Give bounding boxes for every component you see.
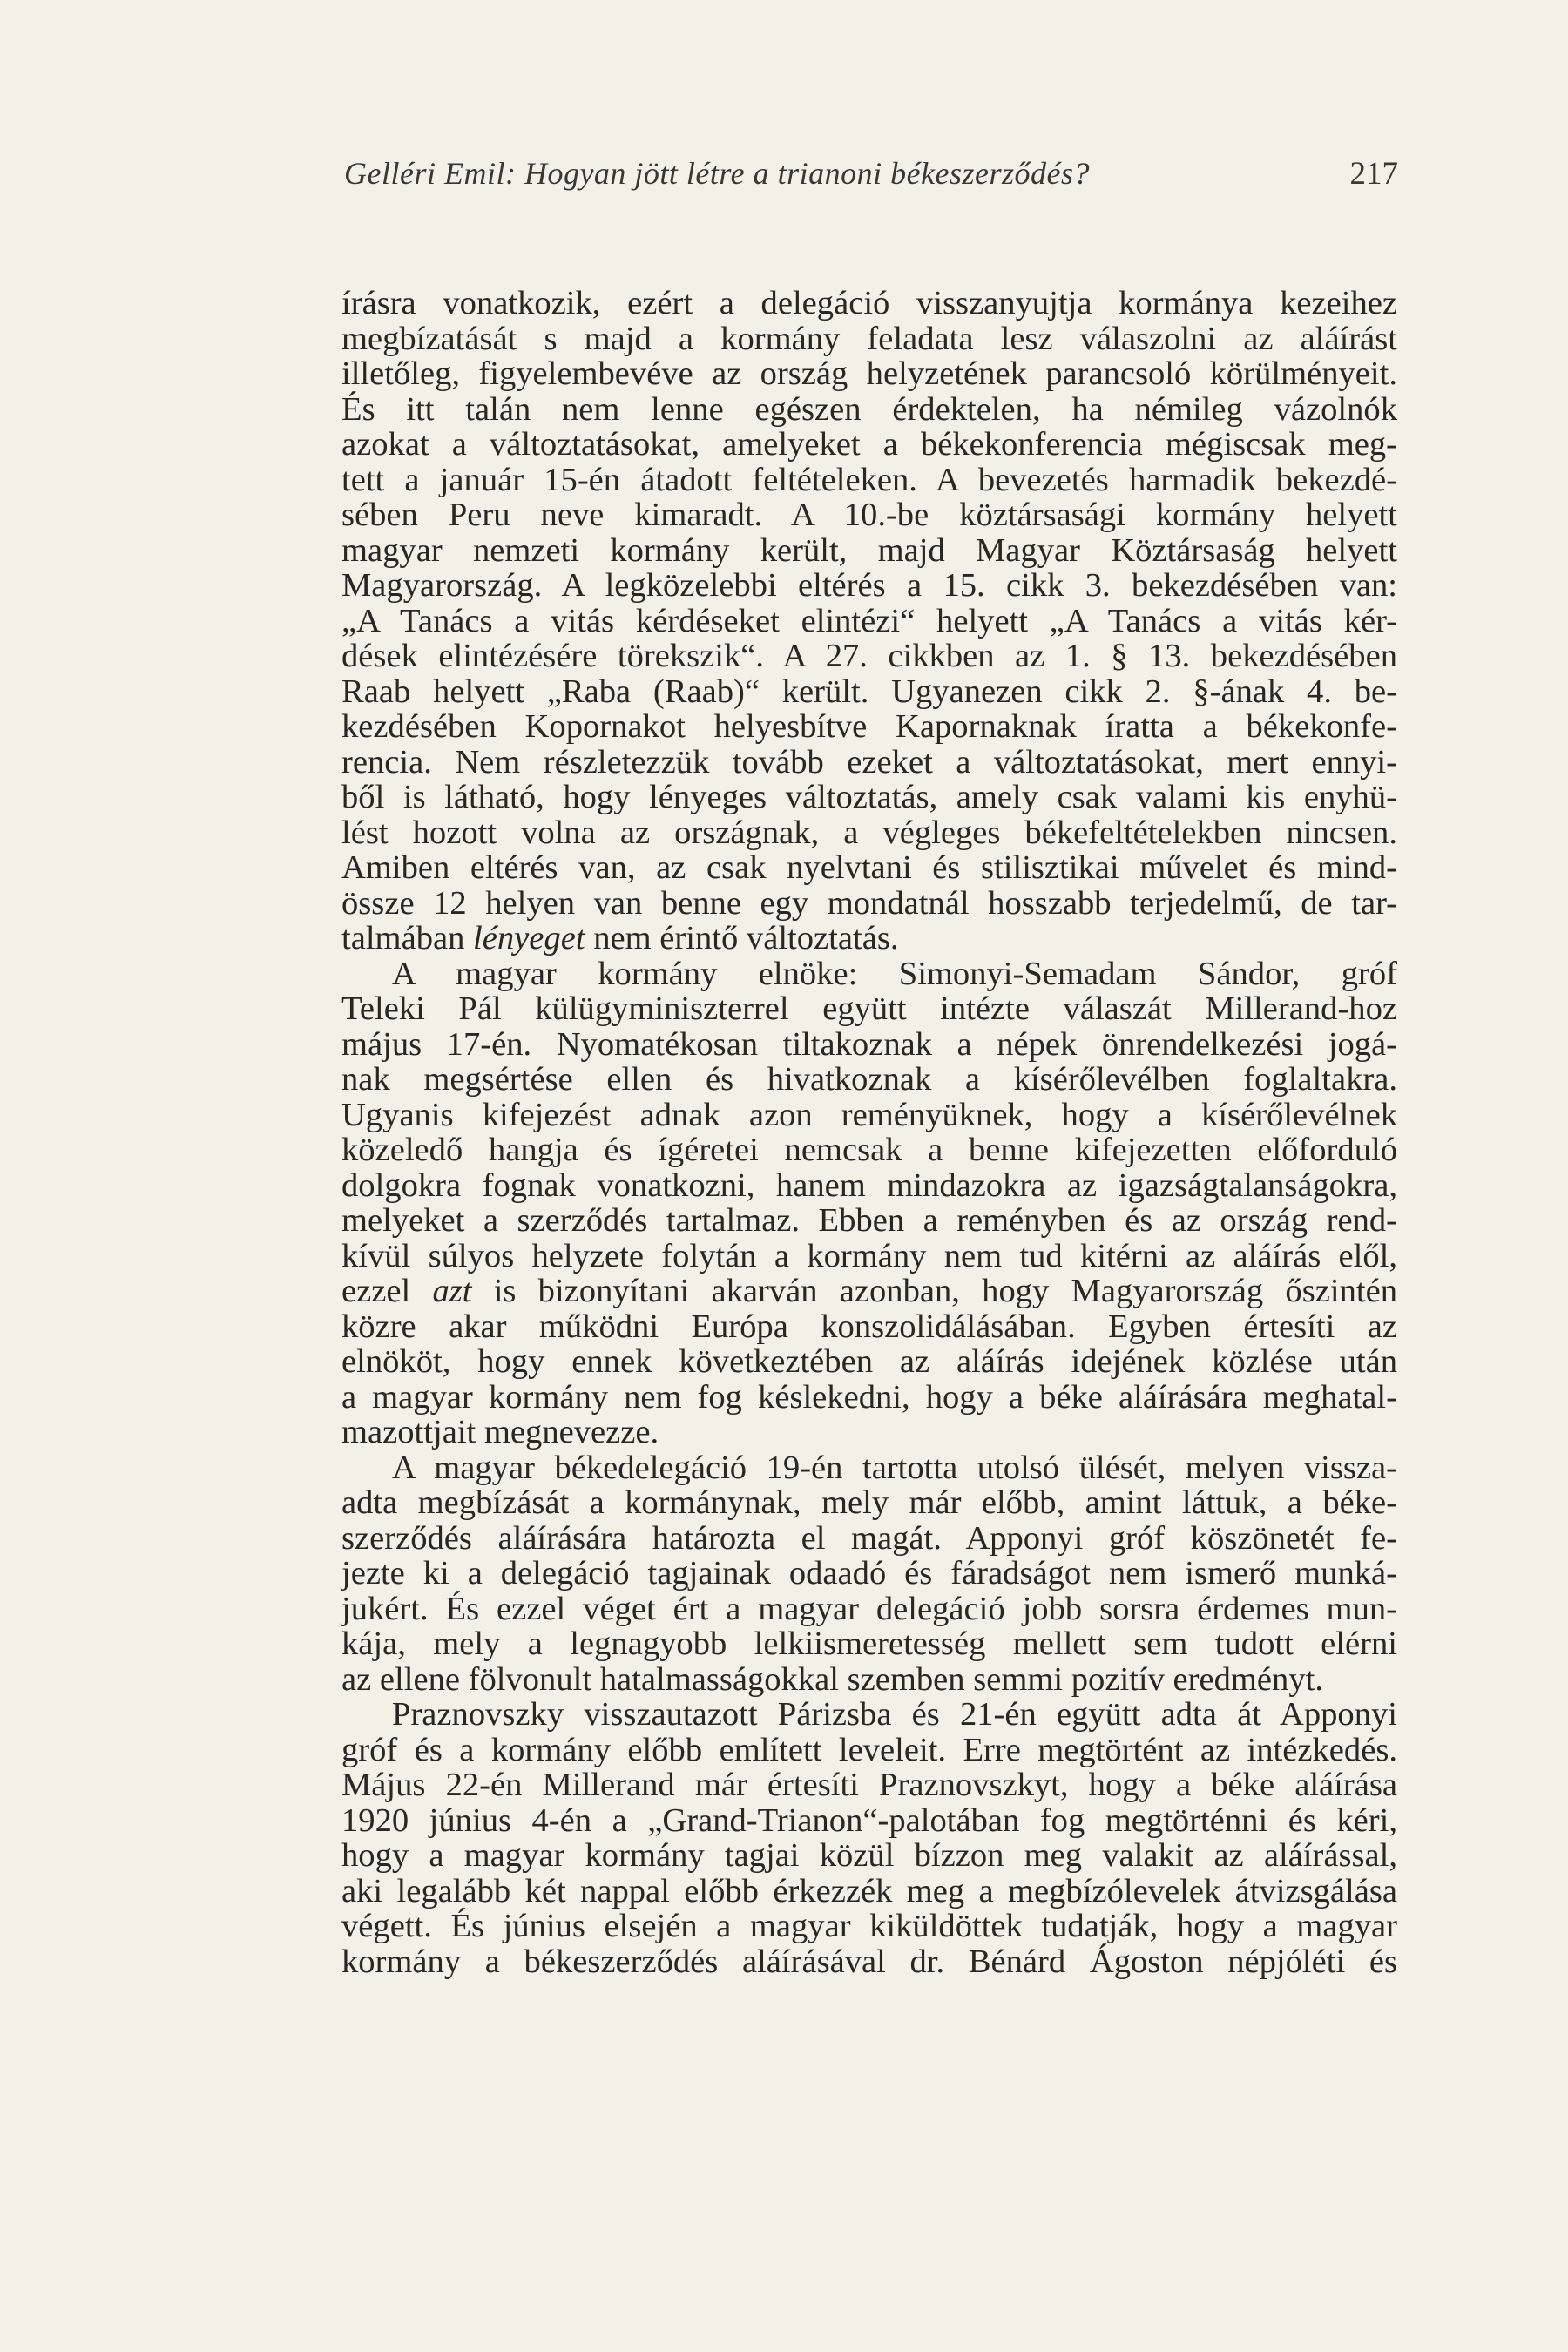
text-line: illetőleg, figyelembevéve az ország helyzetének parancsoló körülményeit.	[341, 355, 1397, 392]
page-number: 217	[1349, 156, 1398, 192]
text-line: dések elintézésére törekszik“. A 27. cikkben az 1. § 13. bekezdésében	[341, 638, 1397, 674]
text-run: nem érintő változtatás.	[593, 920, 899, 956]
text-line: Ugyanis kifejezést adnak azon reményüknek, hogy a kísérőlevélnek	[341, 1096, 1397, 1133]
emphasized-word: azt	[432, 1273, 472, 1309]
running-title: Gelléri Emil: Hogyan jött létre a trianoni békeszerződés?	[344, 156, 1091, 191]
text-run: is bizonyítani akarván azonban, hogy Magyarország őszintén	[493, 1273, 1397, 1309]
text-line: össze 12 helyen van benne egy mondatnál hosszabb terjedelmű, de tar-	[341, 884, 1397, 922]
paragraph-3	[341, 1450, 1397, 1698]
paragraph-1	[341, 286, 1397, 956]
text-line: aki legalább két nappal előbb érkezzék meg a megbízólevelek átvizsgálása	[341, 1872, 1397, 1909]
paragraph-2	[341, 956, 1397, 1450]
text-line: Praznovszky visszautazott Párizsba és 21-én együtt adta át Apponyi	[392, 1696, 1397, 1733]
text-line: kája, mely a legnagyobb lelkiismeretesség mellett sem tudott elérni	[341, 1625, 1397, 1662]
text-line	[341, 921, 1397, 956]
text-line: rencia. Nem részletezzük tovább ezeket a változtatásokat, mert ennyi-	[341, 743, 1397, 781]
text-line: ből is látható, hogy lényeges változtatás, amely csak valami kis enyhü-	[341, 779, 1397, 815]
text-line: sében Peru neve kimaradt. A 10.-be köztársasági kormány helyett	[341, 497, 1397, 533]
text-line: A magyar békedelegáció 19-én tartotta utolsó ülését, melyen vissza-	[392, 1449, 1397, 1486]
text-line: írásra vonatkozik, ezért a delegáció visszanyujtja kormánya kezeihez	[341, 285, 1397, 321]
text-line: Teleki Pál külügyminiszterrel együtt intézte válaszát Millerand-hoz	[341, 990, 1397, 1027]
emphasized-word: lényeget	[473, 920, 585, 956]
text-line: melyeket a szerződés tartalmaz. Ebben a reményben és az ország rend-	[341, 1202, 1397, 1239]
text-line: elnököt, hogy ennek következtében az aláírás idejének közlése után	[341, 1343, 1397, 1380]
text-line: jukért. És ezzel véget ért a magyar delegáció jobb sorsra érdemes mun-	[341, 1590, 1397, 1627]
text-line: A magyar kormány elnöke: Simonyi-Semadam Sándor, gróf	[392, 955, 1397, 992]
page-header	[344, 155, 1398, 207]
text-line: „A Tanács a vitás kérdéseket elintézi“ helyett „A Tanács a vitás kér-	[341, 602, 1397, 639]
text-line: Amiben eltérés van, az csak nyelvtani és stilisztikai művelet és mind-	[341, 849, 1397, 886]
text-line: És itt talán nem lenne egészen érdektelen, ha némileg vázolnók	[341, 390, 1397, 428]
text-line: gróf és a kormány előbb említett leveleit. Erre megtörtént az intézkedés.	[341, 1731, 1397, 1768]
body-text	[341, 286, 1397, 1979]
text-line: kezdésében Kopornakot helyesbítve Kapornaknak íratta a békekonfe-	[341, 708, 1397, 745]
text-line: kívül súlyos helyzete folytán a kormány nem tud kitérni az aláírás elől,	[341, 1237, 1397, 1274]
text-line: szerződés aláírására határozta el magát. Apponyi gróf köszönetét fe-	[341, 1519, 1397, 1557]
text-line: május 17-én. Nyomatékosan tiltakoznak a népek önrendelkezési jogá-	[341, 1025, 1397, 1063]
text-run: ezzel	[341, 1273, 411, 1309]
text-line: nak megsértése ellen és hivatkoznak a kísérőlevélben foglaltakra.	[341, 1061, 1397, 1098]
text-line: Május 22-én Millerand már értesíti Praznovszkyt, hogy a béke aláírása	[341, 1767, 1397, 1803]
text-line: tett a január 15-én átadott feltételeken. A bevezetés harmadik bekezdé-	[341, 461, 1397, 498]
text-line: kormány a békeszerződés aláírásával dr. Bénárd Ágoston népjóléti és	[341, 1943, 1397, 1980]
text-line: 1920 június 4-én a „Grand-Trianon“-palotában fog megtörténni és kéri,	[341, 1801, 1397, 1839]
text-line: közre akar működni Európa konszolidálásában. Egyben értesíti az	[341, 1308, 1397, 1345]
text-line: jezte ki a delegáció tagjainak odaadó és fáradságot nem ismerő munká-	[341, 1555, 1397, 1592]
text-line: végett. És június elsején a magyar kiküldöttek tudatják, hogy a magyar	[341, 1908, 1397, 1944]
text-line	[341, 1274, 1397, 1309]
text-line: az ellene fölvonult hatalmasságokkal szemben semmi pozitív eredményt.	[341, 1660, 1323, 1698]
paragraph-4	[341, 1697, 1397, 1979]
text-line: dolgokra fognak vonatkozni, hanem mindazokra az igazságtalanságokra,	[341, 1166, 1397, 1204]
text-line: a magyar kormány nem fog késlekedni, hogy a béke aláírására meghatal-	[341, 1378, 1397, 1416]
text-line: hogy a magyar kormány tagjai közül bízzon meg valakit az aláírással,	[341, 1837, 1397, 1874]
text-line: Magyarország. A legközelebbi eltérés a 15. cikk 3. bekezdésében van:	[341, 567, 1397, 604]
text-line: Raab helyett „Raba (Raab)“ került. Ugyanezen cikk 2. §-ának 4. be-	[341, 672, 1397, 710]
text-run: talmában	[341, 920, 465, 956]
text-line: azokat a változtatásokat, amelyeket a békekonferencia mégiscsak meg-	[341, 426, 1397, 463]
text-line: mazottjait megnevezze.	[341, 1414, 659, 1450]
text-line: adta megbízását a kormánynak, mely már előbb, amint láttuk, a béke-	[341, 1484, 1397, 1521]
text-line: közeledő hangja és ígéretei nemcsak a benne kifejezetten előforduló	[341, 1132, 1397, 1168]
text-line: megbízatását s majd a kormány feladata lesz válaszolni az aláírást	[341, 320, 1397, 357]
text-line: magyar nemzeti kormány került, majd Magyar Köztársaság helyett	[341, 531, 1397, 569]
text-line: lést hozott volna az országnak, a végleges békefeltételekben nincsen.	[341, 814, 1397, 851]
